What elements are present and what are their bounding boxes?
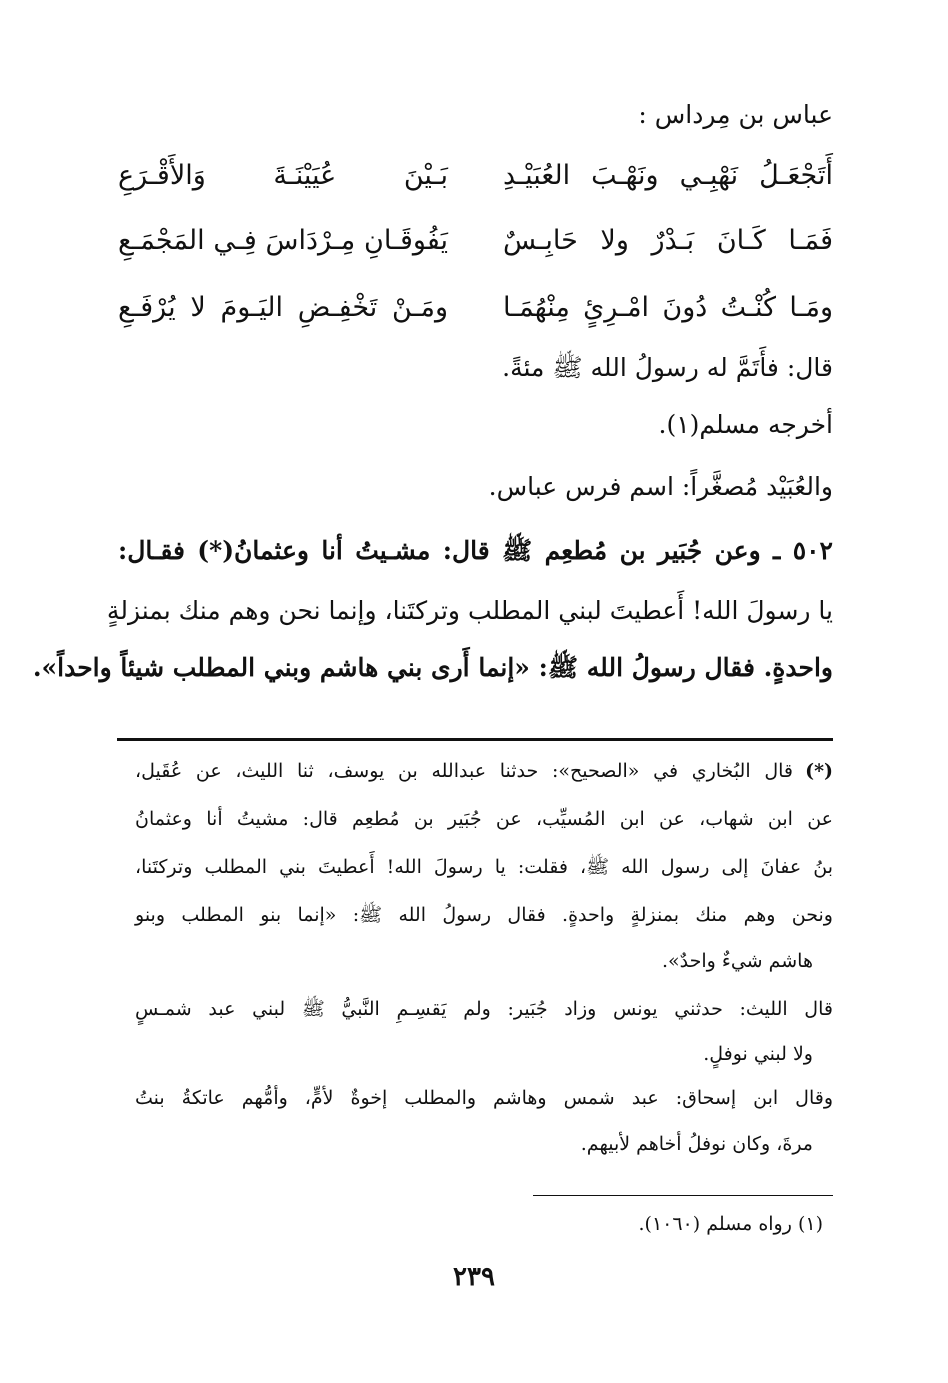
note-line: مرةَ، وكان نوفلُ أخاهم لأبيهم. bbox=[580, 1133, 813, 1155]
verse-3-second-hemistich: ومَـنْ تَخْفِـضِ اليَـومَ لا يُرْفَـعِ bbox=[118, 292, 448, 323]
takhrij-line: أخرجه مسلم(١). bbox=[658, 410, 833, 439]
intro-line: عباس بن مِرداس : bbox=[638, 100, 833, 129]
verse-2-first-hemistich: فَمَـا كَـانَ بَـدْرٌ ولا حَابِـسٌ bbox=[503, 225, 833, 256]
note-line: هاشم شيءٌ واحدٌ». bbox=[662, 950, 813, 972]
footnote-separator bbox=[117, 738, 833, 741]
note-line: بنُ عفانَ إلى رسول الله ﷺ، فقلت: يا رسولَ الله! أَعطيتَ بني المطلب وتركتَنا، bbox=[135, 856, 833, 878]
footnote-short-rule bbox=[533, 1195, 833, 1196]
qala-line: قال: فأَتَمَّ له رسولُ الله ﷺ مئةً. bbox=[502, 353, 833, 382]
hadith-line-3: واحدةٍ. فقال رسولُ الله ﷺ: «إنما أَرى بني هاشم وبني المطلب شيئاً واحداً». bbox=[32, 653, 833, 682]
page-number: ٢٣٩ bbox=[453, 1262, 495, 1292]
verse-1-first-hemistich: أَتَجْعَـلُ نَهْبِـي ونَهْـبَ العُبَيْـدِ bbox=[503, 160, 833, 191]
note-line: ونحن وهم منك بمنزلةٍ واحدةٍ. فقال رسولُ الله ﷺ: «إنما بنو المطلب وبنو bbox=[135, 904, 833, 926]
note-line: قال الليث: حدثني يونس وزاد جُبَير: ولم يَقسِـمِ النَّبيُّ ﷺ لبني عبد شمـسٍ bbox=[135, 998, 833, 1020]
footnote-1: (١) رواه مسلم (١٠٦٠). bbox=[638, 1213, 823, 1235]
note-line: وقال ابن إسحاق: عبد شمس وهاشم والمطلب إخوةٌ لأمٍّ، وأمُّهم عاتكةُ بنتُ bbox=[135, 1087, 833, 1109]
hadith-line-1: ٥٠٢ ـ وعن جُبَير بن مُطعِم ﷺ قال: مشـيتُ أنا وعثمانُ(*) فقـال: bbox=[118, 536, 833, 565]
note-line: قال البُخاري في «الصحيح»: حدثنا عبدالله بن يوسف، ثنا الليث، عن عُقَيل، bbox=[135, 760, 793, 782]
ubayd-gloss: والعُبَيْد مُصغَّراً: اسم فرس عباس. bbox=[488, 472, 833, 501]
note-star-marker: (*) bbox=[805, 760, 833, 782]
verse-2-second-hemistich: يَفُوقَـانِ مِـرْدَاسَ فِـي المَجْمَـعِ bbox=[118, 225, 448, 256]
hadith-line-2: يا رسولَ الله! أَعطيتَ لبني المطلب وتركتَنا، وإنما نحن وهم منك بمنزلةٍ bbox=[106, 596, 833, 625]
note-line: عن ابن شهاب، عن ابن المُسيِّب، عن جُبَير بن مُطعِم قال: مشيتُ أنا وعثمانُ bbox=[135, 808, 833, 830]
verse-1-second-hemistich: بَـيْنَ عُيَيْنَـةَ وَالأَقْـرَعِ bbox=[118, 160, 448, 191]
verse-3-first-hemistich: ومَـا كُنْـتُ دُونَ امْـرِئٍ مِنْهُمَـا bbox=[503, 292, 833, 323]
note-line: ولا لبني نوفلٍ. bbox=[703, 1043, 813, 1065]
